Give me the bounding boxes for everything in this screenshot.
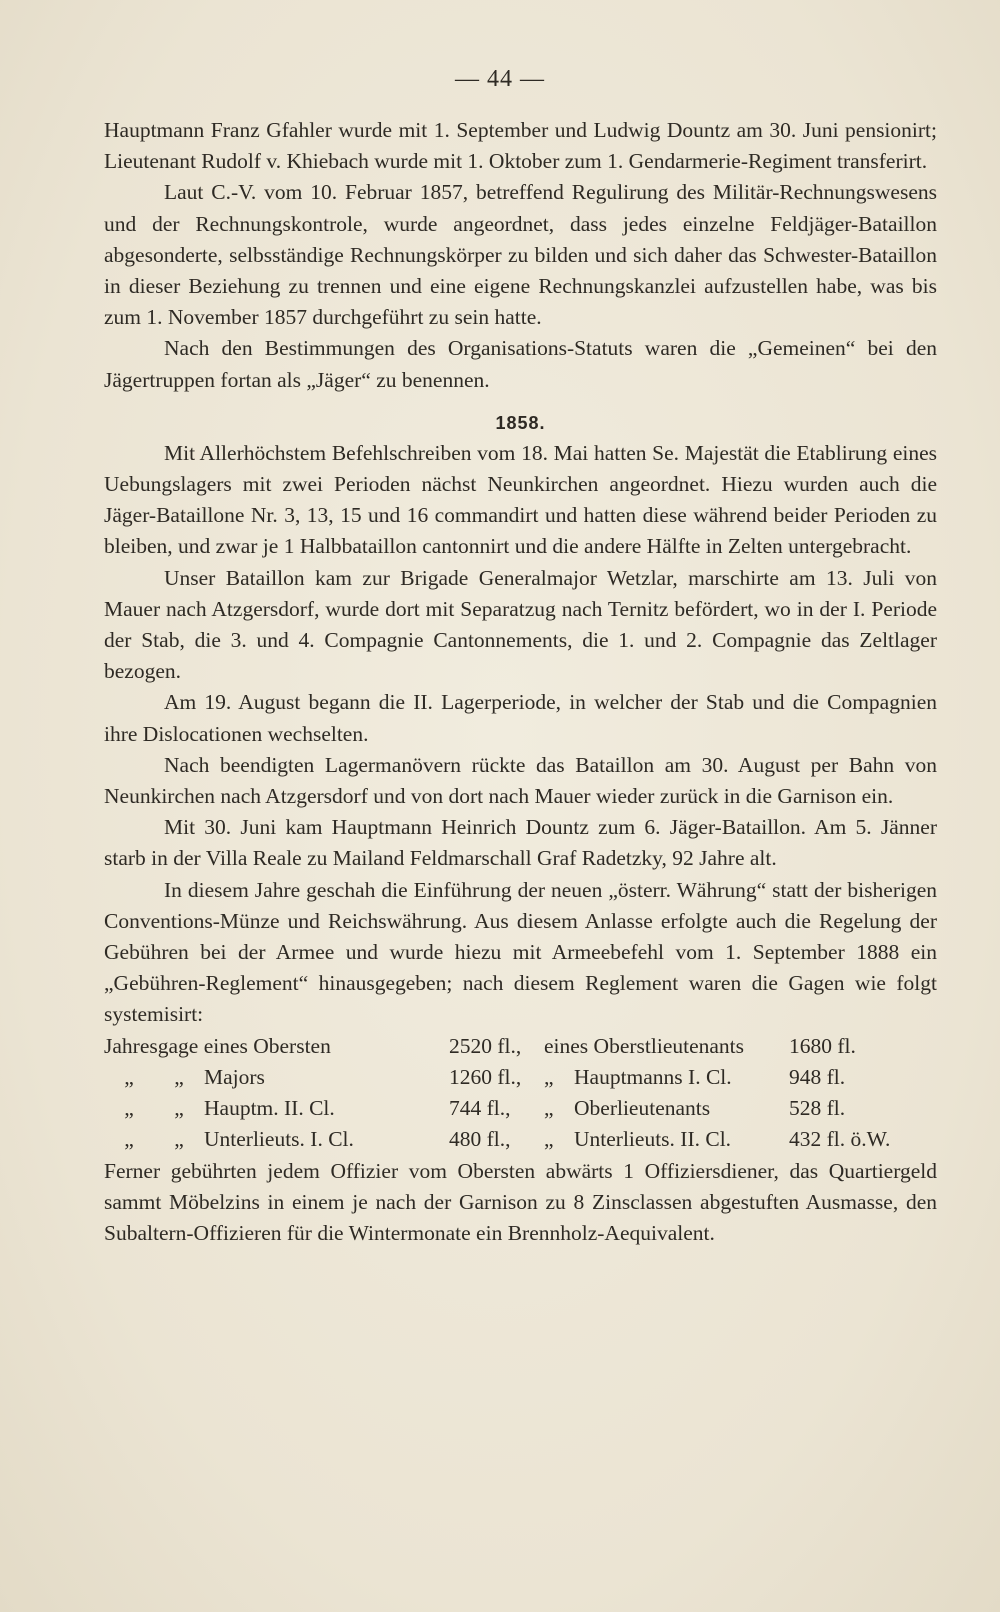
pay-value: 744 fl., — [449, 1096, 511, 1121]
pay-label-text: Unterlieuts. II. Cl. — [574, 1127, 732, 1152]
pay-table-row — [104, 1124, 937, 1155]
ditto-mark: „ — [124, 1096, 134, 1121]
ditto-mark: „ — [174, 1127, 184, 1152]
pay-value: 1260 fl., — [449, 1064, 522, 1089]
paragraph-pensions: Hauptmann Franz Gfahler wurde mit 1. September und Ludwig Dountz am 30. Juni pensionirt; Lieutenant Rudolf v. Khiebach wurde mit 1. Oktober zum 1. Gendarmerie-Regiment transferirt. — [104, 118, 937, 174]
pay-table-row — [104, 1031, 937, 1062]
paragraph-training-camp: Mit Allerhöchstem Befehlschreiben vom 18. Mai hatten Se. Majestät die Etablirung eines Uebungslagers mit zwei Perioden nächst Neunkirchen angeordnet. Hiezu wurden auch die Jäger-Bataillone Nr. 3, 13, 15 und 16 commandirt und hatten diese während beider Perioden zu bleiben, und zwar je 1 Halbbataillon cantonnirt und die andere Hälfte in Zelten untergebracht. — [104, 440, 937, 559]
pay-table-row — [104, 1062, 937, 1093]
ditto-mark: „ — [174, 1064, 184, 1089]
paragraph-jaeger-naming: Nach den Bestimmungen des Organisations-Statuts waren die „Gemeinen“ bei den Jägertruppen fortan als „Jäger“ zu benennen. — [104, 336, 937, 392]
pay-label — [544, 1062, 789, 1093]
pay-label — [544, 1124, 789, 1155]
paragraph-dountz-radetzky: Mit 30. Juni kam Hauptmann Heinrich Dountz zum 6. Jäger-Bataillon. Am 5. Jänner starb in der Villa Reale zu Mailand Feldmarschall Graf Radetzky, 92 Jahre alt. — [104, 815, 937, 871]
pay-value: 480 fl., — [449, 1127, 511, 1152]
paragraph-brigade: Unser Bataillon kam zur Brigade Generalmajor Wetzlar, marschirte am 13. Juli von Mauer nach Atzgersdorf, wurde dort mit Separatzug nach Ternitz befördert, wo in der I. Periode der Stab, die 3. und 4. Compagnie Cantonnements, die 1. und 2. Compagnie das Zeltlager bezogen. — [104, 565, 937, 684]
paragraph-return: Nach beendigten Lagermanövern rückte das Bataillon am 30. August per Bahn von Neunkirchen nach Atzgersdorf und von dort nach Mauer wieder zurück in die Garnison ein. — [104, 752, 937, 809]
pay-label — [544, 1093, 789, 1124]
paragraph-allowances: Ferner gebührten jedem Offizier vom Obersten abwärts 1 Offiziersdiener, das Quartiergeld sammt Möbelzins in einem je nach der Garnison zu 8 Zinsclassen abgestuften Ausmasse, den Subaltern-Offizieren für die Wintermonate ein Brennholz-Aequivalent. — [104, 1158, 937, 1245]
pay-value: 948 fl. — [789, 1064, 846, 1089]
page-number: — 44 — — [455, 66, 545, 92]
pay-label — [104, 1062, 449, 1093]
paragraph-currency: In diesem Jahre geschah die Einführung der neuen „österr. Währung“ statt der bisherigen Conventions-Münze und Reichswährung. Aus diesem Anlasse erfolgte auch die Regelung der Gebühren bei der Armee und wurde hiezu mit Armeebefehl vom 1. September 1888 ein „Gebühren-Reglement“ hinausgegeben; nach diesem Reglement waren die Gagen wie folgt systemisirt: — [104, 877, 937, 1027]
year-heading: 1858. — [495, 412, 546, 433]
ditto-mark: „ — [544, 1127, 554, 1152]
pay-table — [104, 1031, 937, 1156]
ditto-mark: „ — [544, 1096, 554, 1121]
pay-label: eines Oberstlieutenants — [544, 1033, 745, 1058]
pay-label-text: Oberlieutenants — [574, 1096, 711, 1121]
pay-label — [104, 1124, 449, 1155]
pay-table-row — [104, 1093, 937, 1124]
paragraph-second-period: Am 19. August begann die II. Lagerperiode, in welcher der Stab und die Compagnien ihre Dislocationen wechselten. — [104, 690, 937, 746]
pay-label-text: Majors — [204, 1064, 265, 1089]
ditto-mark: „ — [174, 1096, 184, 1121]
ditto-mark: „ — [124, 1127, 134, 1152]
pay-value: 528 fl. — [789, 1096, 846, 1121]
ditto-mark: „ — [124, 1064, 134, 1089]
pay-value: 432 fl. ö.W. — [789, 1127, 891, 1152]
pay-label-text: Hauptmanns I. Cl. — [574, 1064, 732, 1089]
body-text — [104, 115, 937, 1249]
pay-value: 1680 fl. — [789, 1033, 856, 1058]
pay-label-text: Unterlieuts. I. Cl. — [204, 1127, 354, 1152]
paragraph-accounting: Laut C.-V. vom 10. Februar 1857, betreffend Regulirung des Militär-Rechnungswesens und der Rechnungskontrole, wurde angeordnet, dass jedes einzelne Feldjäger-Bataillon abgesonderte, selbsständige Rechnungskörper zu bilden und sich daher das Schwester-Bataillon in dieser Beziehung zu trennen und eine eigene Rechnungskanzlei aufzustellen habe, was bis zum 1. November 1857 durchgeführt zu sein hatte. — [104, 180, 937, 330]
ditto-mark: „ — [544, 1064, 554, 1089]
pay-value: 2520 fl., — [449, 1033, 522, 1058]
pay-label-text: Hauptm. II. Cl. — [204, 1096, 335, 1121]
pay-label: Jahresgage eines Obersten — [104, 1033, 331, 1058]
pay-label — [104, 1093, 449, 1124]
